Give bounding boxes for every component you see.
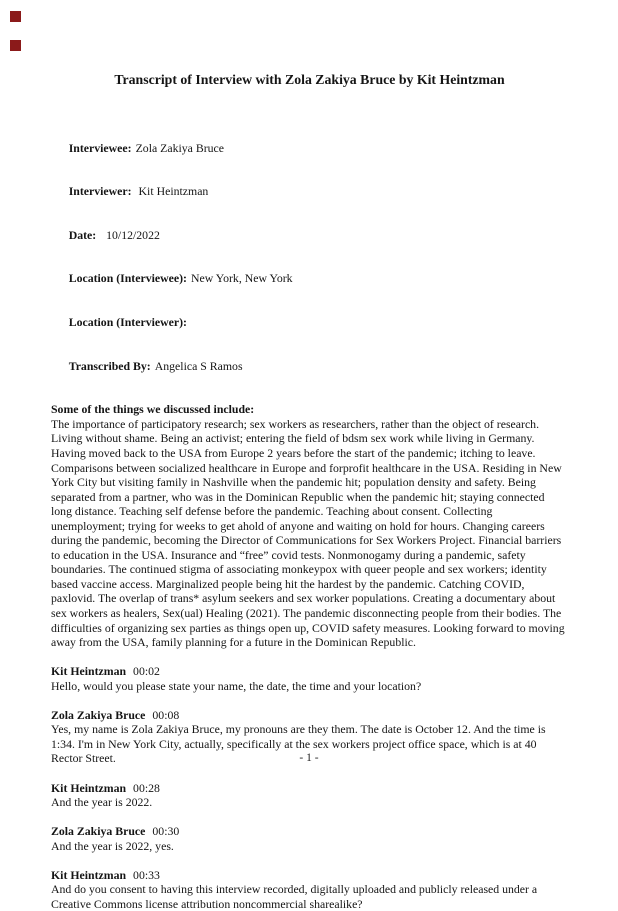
dialogue-turn xyxy=(51,868,568,911)
speaker-name: Zola Zakiya Bruce xyxy=(51,707,146,722)
metadata-row-date xyxy=(51,213,568,257)
red-marker-top-icon xyxy=(10,11,21,22)
metadata-row-transcribed-by xyxy=(51,344,568,388)
metadata-row-interviewee xyxy=(51,126,568,170)
dialogue-turn xyxy=(51,781,568,810)
timestamp: 00:28 xyxy=(133,780,160,795)
metadata-value: Kit Heintzman xyxy=(135,184,209,199)
metadata-label: Location (Interviewee): xyxy=(68,271,187,286)
metadata-value: Zola Zakiya Bruce xyxy=(135,140,225,155)
timestamp: 00:02 xyxy=(133,664,160,679)
turn-text: And do you consent to having this interview recorded, digitally uploaded and publicly released under a Creative Commons license attribution noncommercial sharealike? xyxy=(51,882,538,911)
dialogue-turn xyxy=(51,824,568,853)
metadata-label: Location (Interviewer): xyxy=(68,315,187,330)
summary-body: The importance of participatory research; sex workers as researchers, rather than the object of research. Living without shame. Being an activist; entering the field of bdsm sex work while living in Germany. Having moved back to the USA from Europe 2 years before the start of the pandemic; itching to leave. Comparisons between socialized healthcare in Europe and forprofit healthcare in the USA. Residing in New York City but visiting family in Nashville when the pandemic hit; population density and safety. Being separated from a partner, who was in the Dominican Republic when the pandemic hit; staying connected long distance. Teaching self defense before the pandemic. Teaching about consent. Collecting unemployment; trying for weeks to get ahold of anyone and waiting on hold for hours. Changing careers during the pandemic, becoming the Director of Communications for Sex Workers Project. Financial barriers to education in the USA. Insurance and “free” covid tests. Nonmonogamy during a pandemic, safety boundaries. The continued stigma of associating monkeypox with queer people and sex workers; identity based vaccine access. Marginalized people being hit the hardest by the pandemic. Catching COVID, paxlovid. The overlap of trans* asylum seekers and sex worker populations. Creating a documentary about sex workers as healers, Sex(ual) Healing (2021). The pandemic disconnecting people from their bodies. The difficulties of organizing sex parties as things open up, COVID safety measures. Looking forward to moving away from the USA, family planning for a future in the Dominican Republic. xyxy=(51,416,565,650)
metadata-row-location-interviewee xyxy=(51,257,568,301)
page-number: - 1 - xyxy=(299,752,319,764)
turn-text: Yes, my name is Zola Zakiya Bruce, my pronouns are they them. The date is October 12. And the time is 1:34. I'm in New York City, actually, specifically at the sex workers project office space, which is at 40 Rector Street. xyxy=(51,722,546,766)
turn-text: And the year is 2022. xyxy=(51,795,153,810)
speaker-name: Kit Heintzman xyxy=(51,780,127,795)
dialogue-turn xyxy=(51,664,568,693)
metadata-value: 10/12/2022 xyxy=(100,227,160,242)
speaker-name: Zola Zakiya Bruce xyxy=(51,824,146,839)
timestamp: 00:30 xyxy=(152,824,180,839)
turn-text: Hello, would you please state your name, the date, the time and your location? xyxy=(51,678,422,693)
metadata-row-location-interviewer xyxy=(51,301,568,345)
speaker-line xyxy=(51,824,568,839)
turn-text: And the year is 2022, yes. xyxy=(51,838,174,853)
metadata-value: Angelica S Ramos xyxy=(154,358,243,373)
dialogue-section xyxy=(51,664,568,911)
metadata-value: New York, New York xyxy=(190,271,293,286)
red-marker-bottom-icon xyxy=(10,40,21,51)
speaker-line xyxy=(51,708,568,723)
discussion-summary xyxy=(51,402,568,649)
metadata-label: Transcribed By: xyxy=(68,358,151,373)
timestamp: 00:33 xyxy=(133,867,160,882)
summary-heading: Some of the things we discussed include: xyxy=(51,402,255,417)
metadata-block xyxy=(51,126,568,388)
metadata-label: Interviewee: xyxy=(68,140,132,155)
speaker-line xyxy=(51,781,568,796)
timestamp: 00:08 xyxy=(152,707,180,722)
metadata-row-interviewer xyxy=(51,170,568,214)
page-title: Transcript of Interview with Zola Zakiya Bruce by Kit Heintzman xyxy=(114,72,505,87)
speaker-line xyxy=(51,868,568,883)
metadata-label: Interviewer: xyxy=(68,184,132,199)
metadata-label: Date: xyxy=(68,227,97,242)
speaker-name: Kit Heintzman xyxy=(51,664,127,679)
speaker-line xyxy=(51,664,568,679)
speaker-name: Kit Heintzman xyxy=(51,867,127,882)
